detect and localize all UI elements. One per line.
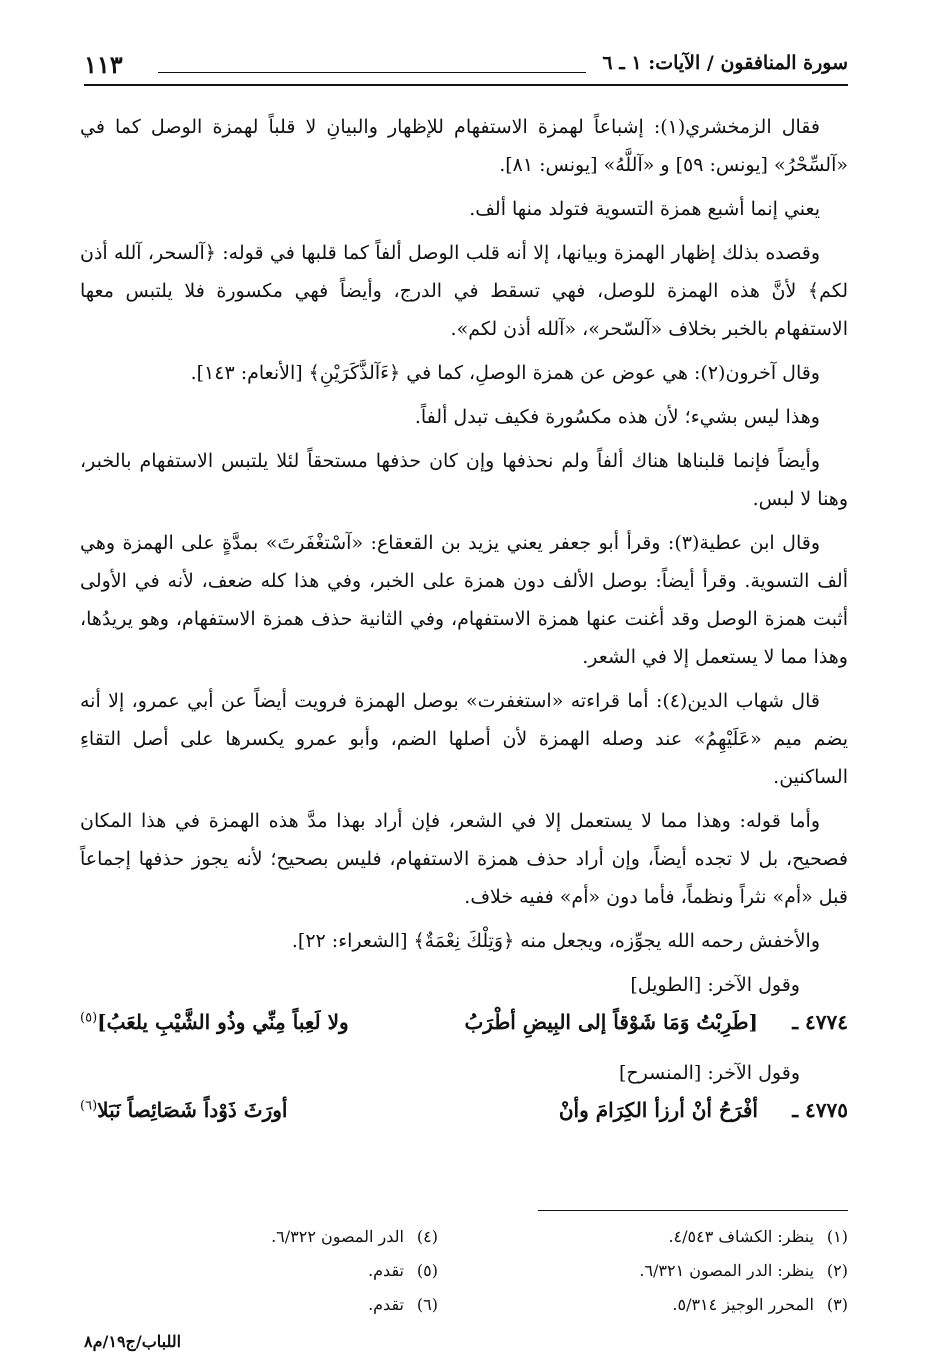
footnote-number: (٦) xyxy=(416,1295,438,1314)
paragraph: وأما قوله: وهذا مما لا يستعمل إلا في الشعر، فإن أراد بهذا مدَّ هذه الهمزة في هذا المكان فصحيح، بل لا تجده أيضاً، وإن أراد حذف همزة الاستفهام، فليس بصحيح؛ لأنه يجوز حذفها إجماعاً قبل «أم» نثراً ونظماً، فأما دون «أم» ففيه خلاف. xyxy=(80,810,848,908)
footnote-number: (٤) xyxy=(416,1227,438,1246)
footnote xyxy=(488,1290,848,1324)
paragraph: يعني إنما أشبع همزة التسوية فتولد منها ألف. xyxy=(469,198,820,220)
footnote xyxy=(488,1222,848,1256)
footnote-text: تقدم. xyxy=(368,1261,404,1280)
verse-number: ٤٧٧٥ ـ xyxy=(792,1098,848,1122)
footnote xyxy=(78,1256,438,1290)
paragraph: وقال ابن عطية(٣): وقرأ أبو جعفر يعني يزيد بن القعقاع: «آسْتغْفَرتَ» بمدَّةٍ على الهمزة وهي ألف التسوية. وقرأ أيضاً: بوصل الألف دون همزة على الخبر، وفي هذا كله ضعف، لأنه في الأولى أثبت همزة الوصل وقد أغنت عنها همزة الاستفهام، وفي الثانية حذف همزة الاستفهام، وهو يريدُها، وهذا مما لا يستعمل إلا في الشعر. xyxy=(80,532,848,668)
footnote-number: (١) xyxy=(826,1227,848,1246)
footnotes xyxy=(80,1222,848,1332)
page-number: ١١٣ xyxy=(84,50,123,79)
paragraph: وقال آخرون(٢): هي عوض عن همزة الوصلِ، كما في ﴿ءَآلذَّكَرَيْنِ﴾ [الأنعام: ١٤٣]. xyxy=(190,362,820,384)
verse-first-half: أفْرَحُ أنْ أرزأ الكِرَامَ وأنْ xyxy=(558,1098,758,1122)
footnote xyxy=(488,1256,848,1290)
header-rule xyxy=(158,72,586,73)
footnote-text: تقدم. xyxy=(368,1295,404,1314)
paragraph: وهذا ليس بشيء؛ لأن هذه مكسُورة فكيف تبدل ألفاً. xyxy=(414,406,820,428)
footnotes-column-right xyxy=(488,1222,848,1324)
verse-number: ٤٧٧٤ ـ xyxy=(792,1010,848,1034)
running-title: سورة المنافقون / الآيات: ١ ـ ٦ xyxy=(602,52,848,74)
main-text xyxy=(80,108,848,1142)
footnote-separator xyxy=(538,1210,848,1211)
signature-mark: اللباب/ج١٩/م٨ xyxy=(84,1332,182,1351)
footnote xyxy=(78,1290,438,1324)
page-header xyxy=(84,48,848,86)
paragraph: وأيضاً فإنما قلبناها هناك ألفاً ولم نحذفها وإن كان حذفها مستحقاً لئلا يلتبس الاستفهام بالخبر، وهنا لا لبس. xyxy=(80,450,848,510)
verse-second-half-wrap xyxy=(80,1010,349,1034)
footnote-number: (٢) xyxy=(826,1261,848,1280)
verse-intro: وقول الآخر: [الطويل] xyxy=(630,974,800,996)
verse-second-half: ولا لَعِباً مِنِّي وذُو الشَّيْبِ يلعَبُ] xyxy=(97,1010,349,1034)
footnote-text: المحرر الوجيز ٥/٣١٤. xyxy=(672,1295,814,1314)
paragraph: قال شهاب الدين(٤): أما قراءته «استغفرت» بوصل الهمزة فرويت أيضاً عن أبي عمرو، إلا أنه يضم ميم «عَلَيْهِمُ» عند وصله الهمزة لأن أصلها الضم، وأبو عمرو يكسرها على أصل التقاءِ الساكنين. xyxy=(80,690,848,788)
footnote-text: ينظر: الكشاف ٤/٥٤٣. xyxy=(668,1227,814,1246)
verse-first-half: [طَرِبْتُ وَمَا شَوْقاً إلى البِيضِ أطْرَبُ xyxy=(464,1010,758,1034)
verse-second-half: أورَثَ ذَوْداً شَصَائِصاً نَبَلا xyxy=(97,1098,288,1122)
verse-second-half-wrap xyxy=(80,1098,288,1122)
poetry-verse xyxy=(80,1006,848,1050)
footnote-text: الدر المصون ٦/٣٢٢. xyxy=(271,1227,404,1246)
footnote xyxy=(78,1222,438,1256)
paragraph: فقال الزمخشري(١): إشباعاً لهمزة الاستفهام للإظهار والبيانِ لا قلباً لهمزة الوصل كما في «آلسِّحْرُ» [يونس: ٥٩] و «آللَّهُ» [يونس: ٨١]. xyxy=(80,116,848,176)
footnote-marker: (٦) xyxy=(80,1098,98,1114)
footnote-number: (٣) xyxy=(826,1295,848,1314)
footnote-text: ينظر: الدر المصون ٦/٣٢١. xyxy=(639,1261,814,1280)
paragraph: والأخفش رحمه الله يجوِّزه، ويجعل منه ﴿وَتِلْكَ نِعْمَةٌ﴾ [الشعراء: ٢٢]. xyxy=(291,930,820,952)
footnote-marker: (٥) xyxy=(80,1010,98,1026)
paragraph: وقصده بذلك إظهار الهمزة وبيانها، إلا أنه قلب الوصل ألفاً كما قلبها في قوله: ﴿آلسحر، آلله أذن لكم﴾ لأنَّ هذه الهمزة للوصل، فهي تسقط في الدرج، وأيضاً فهي مكسورة فلا يلتبس معها الاستفهام بالخبر بخلاف «آلسّحر»، «آلله أذن لكم». xyxy=(80,242,848,340)
poetry-verse xyxy=(80,1094,848,1138)
verse-intro: وقول الآخر: [المنسرح] xyxy=(618,1062,800,1084)
footnote-number: (٥) xyxy=(416,1261,438,1280)
footnotes-column-left xyxy=(78,1222,438,1324)
